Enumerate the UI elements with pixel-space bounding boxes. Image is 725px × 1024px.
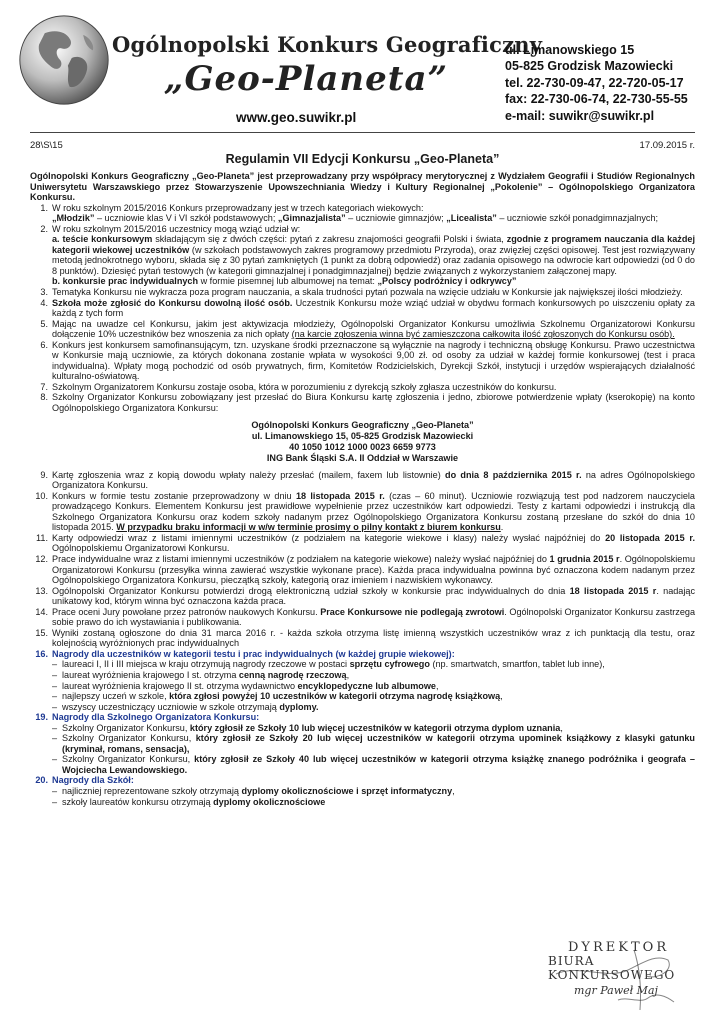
rule-number: 9. <box>40 469 48 480</box>
contact-fax: fax: 22-730-06-74, 22-730-55-55 <box>505 92 688 107</box>
rule-underlined: (na karcie zgłoszenia winna być zamieszczona całkowita ilość zgłoszonych do Konkursu osób). <box>291 329 675 340</box>
rule-number: 4. <box>40 297 48 308</box>
prize-list <box>30 659 695 712</box>
rule-text: , <box>560 722 563 733</box>
prize-name: encyklopedyczne lub albumowe <box>297 680 436 691</box>
list-item <box>52 670 695 681</box>
rule-text: Prace indywidualne wraz z listami imiennymi uczestników (z podziałem na kategorie wiekowe) należy wysłać najpóźniej do <box>52 553 550 564</box>
rule-item <box>30 203 695 224</box>
bank-account-holder: Ogólnopolski Konkurs Geograficzny „Geo-Planeta” <box>251 419 474 430</box>
prizes-heading: Nagrody dla Szkół: <box>52 775 134 786</box>
rule-text: Ogólnopolski Organizator Konkursu potwierdzi drogą elektroniczną udział szkoły w konkursie prac indywidualnych do dnia <box>52 585 570 596</box>
signature-name: mgr Paweł Maj <box>574 984 658 997</box>
work-topic: „Polscy podróżnicy i odkrywcy” <box>377 276 517 287</box>
rule-subpoint: a. teście konkursowym <box>52 234 153 245</box>
prizes-heading: Nagrody dla uczestników w kategorii testu i prac indywidualnych (w każdej grupie wiekowej): <box>52 648 455 659</box>
rule-text: , <box>452 785 455 796</box>
rule-emphasis: zgodnie z programem nauczania dla każdej kategorii wiekowej uczestników <box>52 234 695 255</box>
rule-number: 7. <box>40 381 48 392</box>
rule-text: szkoły laureatów konkursu otrzymają <box>62 796 214 807</box>
website-link[interactable]: www.geo.suwikr.pl <box>236 110 357 125</box>
deadline: do dnia 8 października 2015 r. <box>445 469 582 480</box>
rule-text: Wyniki zostaną ogłoszone do dnia 31 marca 2016 r. - każda szkoła otrzyma listę imienną wszystkich uczestników wraz z ich punktacją dla testu, oraz kolejnością wyróżnionych prac indywidualnych <box>52 627 695 649</box>
category-name: „Gimnazjalista” <box>277 213 346 224</box>
rule-number: 8. <box>40 392 48 403</box>
rule-text: . nadając unikatowy kod, którym winna być oznaczona każda praca. <box>52 585 695 607</box>
rule-number: 1. <box>40 202 48 213</box>
rule-item <box>30 470 695 491</box>
prize-name: cenną nagrodę rzeczową <box>238 669 347 680</box>
rule-emphasis: Prace Konkursowe nie podlegają zwrotowi <box>320 606 505 617</box>
rule-number: 12. <box>35 553 48 564</box>
prize-name: dyplomy. <box>279 701 319 712</box>
prize-name: który zgłosił ze Szkoły 10 lub więcej uczestników w kategorii otrzyma dyplom uznania <box>189 722 561 733</box>
rule-emphasis: Szkoła może zgłosić do Konkursu dowolną ilość osób. <box>52 297 293 308</box>
rule-item <box>30 533 695 554</box>
rule-text: . Ogólnopolski Organizator Konkursu zastrzega sobie prawo do ich wystawiania i publikowania. <box>52 606 696 628</box>
intro-paragraph <box>30 171 695 203</box>
deadline: 18 listopada 2015 r <box>569 585 657 596</box>
rule-number: 15. <box>35 627 48 638</box>
signature-title: DYREKTOR <box>568 940 670 955</box>
rule-text: , <box>346 669 350 680</box>
rule-text: laureaci I, II i III miejsca w kraju otrzymują nagrody rzeczowe w postaci <box>62 659 350 670</box>
rule-text: laureat wyróżnienia krajowego I st. otrzyma <box>62 669 239 680</box>
rule-text: Uczestnik Konkursu może wziąć udział w obydwu formach konkursowych po uiszczeniu opłaty za każdą z tych form <box>52 297 695 319</box>
rule-number: 16. <box>35 648 48 659</box>
rule-text: składającym się z dwóch części: pytań z zakresu znajomości geografii Polski i świata, <box>152 234 507 245</box>
regulations-body <box>30 171 695 807</box>
rule-text: wszyscy uczestniczący uczniowie w szkole otrzymają <box>62 701 280 712</box>
prize-name: dyplomy okolicznościowe <box>213 796 326 807</box>
list-item <box>52 797 695 808</box>
contact-address: ul. Limanowskiego 15 <box>505 43 635 57</box>
rule-item <box>30 340 695 382</box>
list-item <box>52 723 695 734</box>
director-signature <box>548 940 708 1020</box>
header-title-block <box>112 32 543 99</box>
rule-item <box>30 287 695 298</box>
list-item <box>52 786 695 797</box>
contact-phone: tel. 22-730-09-47, 22-720-05-17 <box>505 75 684 90</box>
rule-item <box>30 775 695 786</box>
rule-text: Szkolny Organizator Konkursu zobowiązany jest przesłać do Biura Konkursu kartę zgłoszenia i jedno, zbiorowe potwierdzenie wpłaty (kserokopię) na konto Ogólnopolskiego Organizatora Konkursu: <box>52 392 695 414</box>
globe-icon <box>16 12 112 108</box>
rule-text: Tematyka Konkursu nie wykracza poza program nauczania, a skala trudności pytań pozwala na wzięcie udziału w Konkursie jak największej ilości młodzieży. <box>52 287 683 298</box>
rule-text: Mając na uwadze cel Konkursu, jakim jest aktywizacja młodzieży, Ogólnopolski Organizator Konkursu umożliwia Szkolnemu Organizatorowi Konkursu dołączenie 10% uczestników bez wnoszenia za nich opłaty <box>52 318 695 340</box>
rule-item <box>30 392 695 413</box>
rule-text: , <box>436 680 439 691</box>
contact-city: 05-825 Grodzisk Mazowiecki <box>505 59 674 74</box>
rule-text: Konkurs jest konkursem samofinansującym, tzn. uzyskane środki przeznaczone są wyłącznie na nagrody i techniczną obsługę Konkursu. Prawo uczestnictwa w Konkursie mają uczniowie, za których dokonana zostanie wpłata w wysokości 9,00 zł. od osoby za udział w każdej formie konkursowej (test i praca indywidualna). Wpłaty mogą pochodzić od osób prywatnych, firm, Komitetów Rodzicielskich, Dyrekcji Szkół, instytucji i urzędów wspierających działalność kulturalno-oświatową. <box>52 339 695 382</box>
rule-text: , <box>500 691 503 702</box>
rule-text: najlepszy uczeń w szkole, <box>62 691 170 702</box>
rule-text: – uczniowie gimnazjów; <box>345 213 447 224</box>
category-name: „Licealista” <box>446 213 497 224</box>
prizes-heading: Nagrody dla Szkolnego Organizatora Konkursu: <box>52 712 260 723</box>
contest-title: „Geo-Planeta” <box>163 59 449 99</box>
rule-text: . Ogólnopolskiemu Organizatorowi Konkursu (przesyłka winna zawierać wszystkie wykonane prace). Każda praca indywidualna powinna być oznaczona kodem nadanym przez Ogólnopolskiego Organizatora Konkursu, pieczątką szkoły, kategorią oraz imieniem i nazwiskiem wykonawcy. <box>52 553 695 586</box>
rule-item <box>30 491 695 533</box>
rule-item <box>30 712 695 723</box>
deadline: 18 listopada 2015 r. <box>295 490 385 501</box>
rule-item <box>30 298 695 319</box>
list-item <box>52 754 695 775</box>
prize-name: sprzętu cyfrowego <box>349 659 430 670</box>
rule-item <box>30 382 695 393</box>
list-item <box>52 733 695 754</box>
rule-number: 6. <box>40 339 48 350</box>
reference-number: 28\S\15 <box>30 140 63 151</box>
rule-item <box>30 319 695 340</box>
rule-number: 2. <box>40 223 48 234</box>
rule-text: (np. smartwatch, smartfon, tablet lub inne), <box>429 659 605 670</box>
contact-block <box>505 42 688 124</box>
rule-item <box>30 628 695 649</box>
signature-office: BIURA KONKURSOWEGO <box>548 954 676 982</box>
rule-text: na adres Ogólnopolskiego Organizatora Konkursu. <box>52 469 695 491</box>
rule-text: – uczniowie szkół ponadgimnazjalnych; <box>496 213 659 224</box>
document-date: 17.09.2015 r. <box>639 140 695 151</box>
rule-text: (w szkołach podstawowych zakres programowy przedmiotu Przyroda), oraz zwięzłej części opisowej. Test jest rozwiązywany metodą jednokrotnego wyboru, składa się z 30 pytań zamkniętych (1 punkt za dobrą odpowiedź) oraz zadania opisowego na odwrocie kart odpowiedzi (od 0 do 8 punktów). Dziesięć pytań testowych (w kategorii gimnazjalnej i ponadgimnazjalnej) będzie związanych z wykorzystaniem załączonej mapy. <box>52 244 695 276</box>
rule-item <box>30 224 695 287</box>
rule-number: 14. <box>35 606 48 617</box>
rule-text: Szkolny Organizator Konkursu, <box>62 733 196 744</box>
bank-account-number: 40 1050 1012 1000 0023 6659 9773 <box>289 441 436 452</box>
rule-text: Ogólnopolskiemu Organizatorowi Konkursu. <box>52 543 230 554</box>
rule-underlined: W przypadku braku informacji w w/w terminie prosimy o pilny kontakt z biurem konkursu <box>116 522 501 533</box>
bank-details <box>30 420 695 464</box>
list-item <box>52 691 695 702</box>
rule-text: Kartę zgłoszenia wraz z kopią dowodu wpłaty należy przesłać (mailem, faxem lub listownie) <box>52 469 446 480</box>
rule-subpoint: b. konkursie prac indywidualnych <box>52 276 199 287</box>
rule-text: Karty odpowiedzi wraz z listami imiennymi uczestników (z podziałem na kategorie wiekowe i klasy) należy wysłać najpóźniej do <box>52 532 606 543</box>
prize-name: dyplomy okolicznościowe i sprzęt informatyczny <box>241 785 453 796</box>
rule-text: najliczniej reprezentowane szkoły otrzymają <box>62 785 242 796</box>
prize-name: który zgłosił ze Szkoły 20 lub więcej uczestników w kategorii otrzyma upominek książkowy z klasyki gatunku (kryminał, romans, sensacja), <box>62 733 695 754</box>
rule-number: 13. <box>35 585 48 596</box>
rule-number: 11. <box>36 532 48 543</box>
prize-list <box>30 723 695 776</box>
rule-text: W roku szkolnym 2015/2016 Konkurs przeprowadzany jest w trzech kategoriach wiekowych: <box>52 202 424 213</box>
rule-text: Szkolnym Organizatorem Konkursu zostaje osoba, która w porozumieniu z dyrekcją szkoły zgłasza uczestników do konkursu. <box>52 381 557 392</box>
prize-name: która zgłosi powyżej 10 uczestników w kategorii otrzyma nagrodę książkową <box>169 691 501 702</box>
rule-item <box>30 607 695 628</box>
rule-number: 19. <box>35 712 48 723</box>
rule-item <box>30 554 695 586</box>
intro-text: Ogólnopolski Konkurs Geograficzny „Geo-Planeta” jest przeprowadzany przy współpracy merytorycznej z Wydziałem Geografii i Studiów Regionalnych Uniwersytetu Warszawskiego przez Stowarzyszenie Upowszechniania Wiedzy i Kultury Regionalnej „Pokolenie” – Ogólnopolskiego Organizatora Konkursu. <box>30 171 695 203</box>
document-title: Regulamin VII Edycji Konkursu „Geo-Planeta” <box>225 152 500 166</box>
rule-text: Prace oceni Jury powołane przez patronów naukowych Konkursu. <box>52 606 321 617</box>
rule-item <box>30 586 695 607</box>
list-item <box>52 681 695 692</box>
rule-text: W roku szkolnym 2015/2016 uczestnicy mogą wziąć udział w: <box>52 223 301 234</box>
rule-text: Konkurs w formie testu zostanie przeprowadzony w dniu <box>52 490 296 501</box>
rule-item <box>30 649 695 660</box>
deadline: 1 grudnia 2015 r <box>549 553 620 564</box>
rule-text: (czas – 60 minut). Uczniowie rozwiązują test pod nadzorem nauczyciela prowadzącego Konkurs. Elementem Konkursu jest prawidłowe wypełnienie przez uczestników kart odpowiedzi. Testy z kartami odpowiedzi i instrukcją dla Szkolnego Organizatora Konkursu oraz kodem szkoły nadanym przez Ogólnopolskiego Organizatora Konkursu zostaną przesłane do szkół do dnia 10 listopada 2015. <box>52 490 695 533</box>
rule-text: w formie pisemnej lub albumowej na temat: <box>198 276 378 287</box>
prize-list <box>30 786 695 807</box>
rule-number: 3. <box>40 287 48 298</box>
header-divider <box>30 132 695 133</box>
rule-number: 20. <box>35 775 48 786</box>
rule-number: 10. <box>35 490 48 501</box>
list-item <box>52 702 695 713</box>
contest-name: Ogólnopolski Konkurs Geograficzny <box>112 32 543 57</box>
rule-text: laureat wyróżnienia krajowego II st. otrzyma wydawnictwo <box>62 680 298 691</box>
rule-text: Szkolny Organizator Konkursu, <box>62 754 195 765</box>
deadline: 20 listopada 2015 r. <box>605 532 695 543</box>
rule-text: . <box>500 522 504 533</box>
rule-text: Szkolny Organizator Konkursu, <box>62 722 190 733</box>
rule-text: – uczniowie klas V i VI szkół podstawowych; <box>94 213 278 224</box>
category-name: „Młodzik” <box>52 213 95 224</box>
bank-address: ul. Limanowskiego 15, 05-825 Grodzisk Mazowiecki <box>251 430 474 441</box>
contact-email[interactable]: e-mail: suwikr@suwikr.pl <box>505 108 655 123</box>
bank-name: ING Bank Śląski S.A. II Oddział w Warszawie <box>266 452 459 463</box>
list-item <box>52 659 695 670</box>
prize-name: który zgłosił ze Szkoły 40 lub więcej uczestników w kategorii otrzyma książkę znanego podróżnika i geografa – Wojciecha Lewandowskiego. <box>62 754 695 775</box>
rule-number: 5. <box>40 318 48 329</box>
